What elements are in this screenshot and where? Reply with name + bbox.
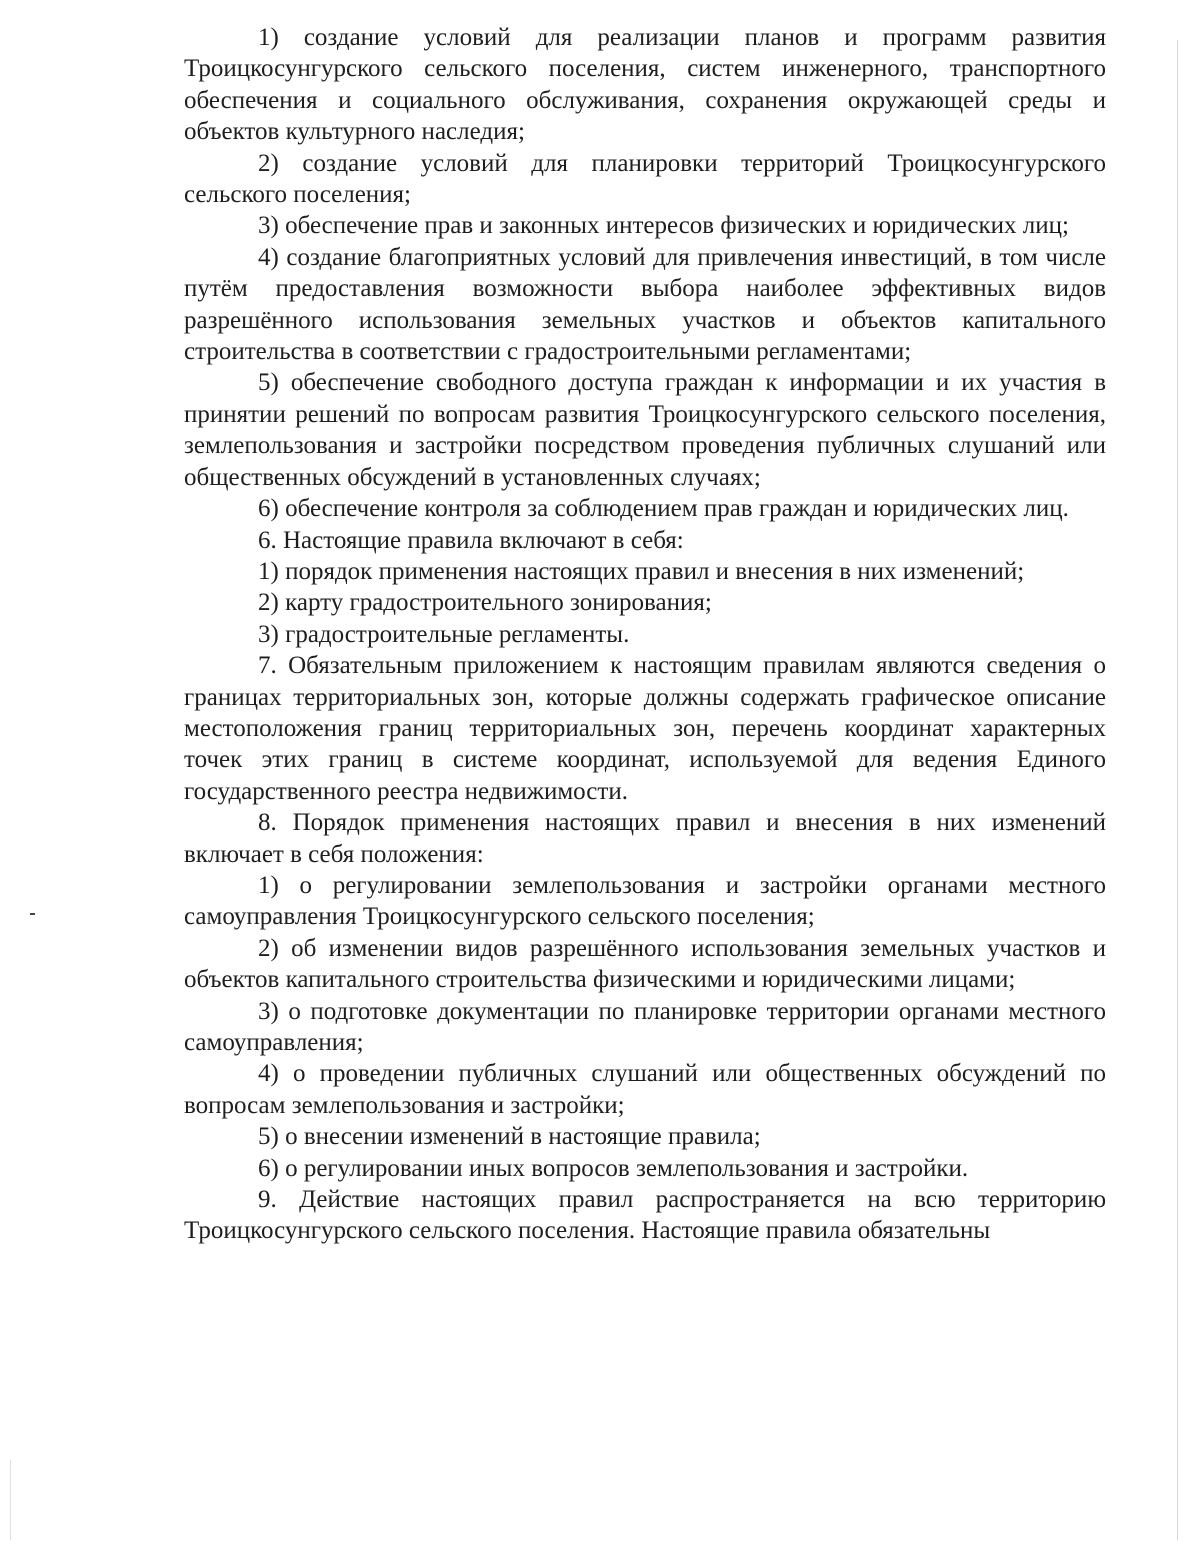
paragraph-item-6: 6) обеспечение контроля за соблюдением прав граждан и юридических лиц. — [258, 495, 1069, 523]
scan-speck — [30, 913, 35, 915]
paragraph-section-8-item-3: 3) о подготовке документации по планировке территории органами местного самоуправления; — [184, 997, 1106, 1056]
paragraph-section-6: 6. Настоящие правила включают в себя: — [258, 526, 684, 554]
document-body — [184, 22, 1106, 1247]
scan-edge-line-left — [10, 1460, 11, 1540]
paragraph-item-3: 3) обеспечение прав и законных интересов физических и юридических лиц; — [258, 212, 1069, 240]
paragraph-section-8-item-2: 2) об изменении видов разрешённого использования земельных участков и объектов капитального строительства физическими и юридическими лицами; — [184, 934, 1106, 994]
paragraph-section-8-item-4: 4) о проведении публичных слушаний или общественных обсуждений по вопросам землепользования и застройки; — [184, 1060, 1106, 1119]
paragraph-section-8-item-6: 6) о регулировании иных вопросов землепользования и застройки. — [258, 1154, 969, 1182]
paragraph-section-6-item-3: 3) градостроительные регламенты. — [258, 620, 630, 648]
paragraph-section-8-item-1: 1) о регулировании землепользования и застройки органами местного самоуправления Троицкосунгурского сельского поселения; — [184, 871, 1106, 931]
paragraph-item-2: 2) создание условий для планировки территорий Троицкосунгурского сельского поселения; — [184, 149, 1106, 209]
paragraph-item-1: 1) создание условий для реализации планов и программ развития Троицкосунгурского сельского поселения, систем инженерного, транспортного обеспечения и социального обслуживания, сохранения окружающей среды и объектов культурного наследия; — [184, 24, 1106, 146]
paragraph-item-5: 5) обеспечение свободного доступа граждан к информации и их участия в принятии решений по вопросам развития Троицкосунгурского сельского поселения, землепользования и застройки посредством проведения публичных слушаний или общественных обсуждений в установленных случаях; — [184, 369, 1106, 491]
paragraph-item-4: 4) создание благоприятных условий для привлечения инвестиций, в том числе путём предоставления возможности выбора наиболее эффективных видов разрешённого использования земельных участков и объектов капитального строительства в соответствии с градостроительными регламентами; — [184, 243, 1106, 366]
paragraph-section-6-item-1: 1) порядок применения настоящих правил и внесения в них изменений; — [258, 557, 1025, 585]
scan-edge-line — [1177, 40, 1178, 1540]
paragraph-section-7: 7. Обязательным приложением к настоящим правилам являются сведения о границах территориальных зон, которые должны содержать графическое описание местоположения границ территориальных зон, перечень координат характерных точек этих границ в системе координат, используемой для ведения Единого государственного реестра недвижимости. — [184, 652, 1106, 805]
paragraph-section-8-item-5: 5) о внесении изменений в настоящие правила; — [258, 1123, 761, 1151]
paragraph-section-9: 9. Действие настоящих правил распространяется на всю территорию Троицкосунгурского сельского поселения. Настоящие правила обязательны — [184, 1186, 1106, 1245]
paragraph-section-8: 8. Порядок применения настоящих правил и внесения в них изменений включает в себя положения: — [184, 809, 1106, 868]
paragraph-section-6-item-2: 2) карту градостроительного зонирования; — [258, 589, 712, 617]
